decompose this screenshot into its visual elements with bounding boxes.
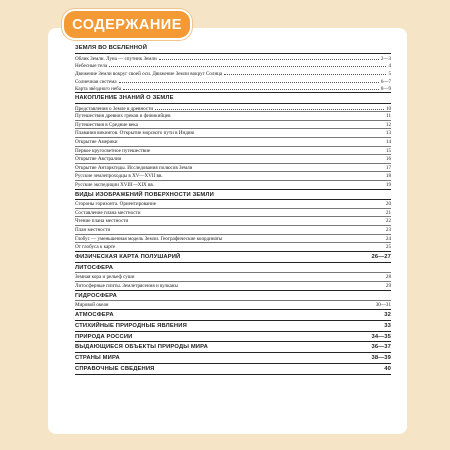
toc-entry-label: Земная кора и рельеф суши [75,274,135,281]
toc-page-number: 5 [388,70,391,77]
toc-entry[interactable] [75,226,391,235]
toc-page-number: 33 [384,322,391,329]
toc-page-number: 40 [384,366,391,373]
toc-section-heading[interactable] [75,253,391,263]
toc-entry-label: Открытие Америки [75,138,118,145]
toc-page-number: 16 [385,156,391,163]
toc-leader-dots [115,264,389,269]
toc-page-number: 20 [385,201,391,208]
toc-entry-label: Составление плана местности [75,209,141,216]
toc-entry[interactable] [75,273,391,282]
toc-entry-label: ЗЕМЛЯ ВО ВСЕЛЕННОЙ [75,45,148,51]
toc-leader-dots [123,84,379,90]
toc-leader-dots [172,112,384,117]
toc-page-number: 15 [385,147,391,154]
toc-entry[interactable] [75,84,391,93]
toc-page-number: 36—37 [371,344,391,351]
toc-page-number: 12 [385,121,391,128]
toc-entry[interactable] [75,61,391,69]
toc-leader-dots [123,155,384,160]
toc-page-number: 32 [384,312,391,319]
toc-leader-dots [130,217,384,222]
toc-section-heading[interactable] [75,94,391,104]
toc-entry-label: ВЫДАЮЩИЕСЯ ОБЪЕКТЫ ПРИРОДЫ МИРА [75,344,208,351]
toc-page-number: 10 [385,105,391,112]
toc-page-number: 4 [388,63,391,70]
contents-title-banner [62,9,192,40]
toc-leader-dots [189,322,382,327]
toc-entry[interactable] [75,121,391,130]
toc-entry-label: ПРИРОДА РОССИИ [75,333,133,340]
toc-leader-dots [180,282,384,287]
toc-leader-dots [117,243,384,248]
toc-entry[interactable] [75,235,391,244]
table-of-contents [75,44,391,375]
toc-entry[interactable] [75,129,391,138]
toc-leader-dots [119,138,383,143]
toc-entry[interactable] [75,69,391,77]
toc-leader-dots [224,69,386,75]
toc-entry[interactable] [75,147,391,156]
toc-entry[interactable] [75,181,391,190]
toc-leader-dots [109,61,386,67]
toc-entry-label: Открытие Австралии [75,156,122,163]
toc-entry-label: Облик Земли. Луна — спутник Земли [75,55,157,62]
toc-entry-label: Солнечная система [75,78,117,85]
toc-leader-dots [156,365,382,370]
toc-leader-dots [143,209,384,214]
toc-entry[interactable] [75,217,391,226]
toc-entry-label: Литосферные плиты. Землетрясения и вулканы [75,283,178,290]
toc-section-heading[interactable] [75,343,391,353]
toc-entry[interactable] [75,77,391,85]
toc-entry[interactable] [75,112,391,121]
toc-entry[interactable] [75,54,391,62]
toc-entry-label: СТРАНЫ МИРА [75,355,120,362]
toc-leader-dots [110,301,373,306]
toc-section-heading[interactable] [75,44,391,54]
toc-entry-label: Глобус — уменьшенная модель Земли. Географические координаты [75,235,223,242]
toc-page-number: 34—35 [371,333,391,340]
toc-entry[interactable] [75,155,391,164]
toc-entry[interactable] [75,243,391,252]
toc-page-number: 2—3 [380,55,391,62]
contents-title: СОДЕРЖАНИЕ [72,16,182,33]
toc-page-number: 6—7 [380,78,391,85]
toc-entry-label: ФИЗИЧЕСКАЯ КАРТА ПОЛУШАРИЙ [75,253,181,260]
toc-leader-dots [116,311,383,316]
toc-leader-dots [196,129,384,134]
toc-section-heading[interactable] [75,354,391,364]
toc-leader-dots [152,147,384,152]
toc-leader-dots [134,333,369,338]
toc-entry-label: Карта звёздного неба [75,86,121,93]
toc-entry-label: ВИДЫ ИЗОБРАЖЕНИЙ ПОВЕРХНОСТИ ЗЕМЛИ [75,191,214,198]
toc-section-heading[interactable] [75,264,391,274]
toc-entry[interactable] [75,282,391,291]
toc-leader-dots [182,253,369,258]
toc-leader-dots [194,164,384,169]
toc-page-number: 18 [385,173,391,180]
toc-page-number: 14 [385,138,391,145]
toc-leader-dots [176,94,389,99]
toc-entry-label: АТМОСФЕРА [75,312,114,319]
toc-leader-dots [112,226,384,231]
toc-entry[interactable] [75,104,391,113]
toc-page-number: 24 [385,235,391,242]
toc-entry-label: Представления о Земле в древности [75,105,154,112]
toc-section-heading[interactable] [75,311,391,321]
toc-leader-dots [216,191,389,196]
toc-page-number: 17 [385,164,391,171]
toc-leader-dots [210,343,370,348]
toc-entry-label: ГИДРОСФЕРА [75,292,117,299]
toc-entry[interactable] [75,200,391,209]
toc-page-number: 38—39 [371,355,391,362]
toc-entry-label: От глобуса к карте [75,244,116,251]
toc-entry-label: Мировой океан [75,302,109,309]
toc-page-number: 13 [385,130,391,137]
toc-entry-label: План местности [75,227,111,234]
toc-section-heading[interactable] [75,191,391,201]
toc-entry[interactable] [75,209,391,218]
toc-leader-dots [159,54,379,60]
toc-page-number: 26—27 [371,253,391,260]
toc-leader-dots [158,200,384,205]
toc-entry-label: Небесные тела [75,63,108,70]
toc-entry[interactable] [75,164,391,173]
toc-section-heading[interactable] [75,333,391,343]
toc-entry-label: Чтение плана местности [75,218,129,225]
toc-entry[interactable] [75,172,391,181]
toc-entry-label: Русские экспедиции XVIII—XIX вв. [75,181,155,188]
toc-page-number: 29 [385,283,391,290]
toc-entry-label: Стороны горизонта. Ориентирование [75,201,156,208]
toc-entry-label: Движение Земли вокруг своей оси. Движение Земли вокруг Солнца [75,70,223,77]
toc-leader-dots [119,292,389,297]
toc-entry-label: Открытие Антарктиды. Исследования полюсов Земли [75,164,193,171]
toc-leader-dots [149,44,389,49]
toc-section-heading[interactable] [75,322,391,332]
toc-entry-label: Плавания викингов. Открытие морского пути в Индию [75,130,195,137]
toc-entry-label: ЛИТОСФЕРА [75,264,114,271]
toc-entry[interactable] [75,301,391,310]
toc-entry[interactable] [75,138,391,147]
toc-page-number: 11 [386,113,391,120]
toc-leader-dots [140,121,384,126]
toc-entry-label: СТИХИЙНЫЕ ПРИРОДНЫЕ ЯВЛЕНИЯ [75,322,187,329]
toc-entry-label: Русские землепроходцы в XV—XVII вв. [75,173,163,180]
toc-leader-dots [122,354,370,359]
toc-section-heading[interactable] [75,365,391,375]
toc-entry-label: Путешествия древних греков и финикийцев [75,113,171,120]
toc-page-number: 28 [385,274,391,281]
toc-entry-label: Первое кругосветное путешествие [75,147,151,154]
toc-leader-dots [136,273,383,278]
toc-entry-label: НАКОПЛЕНИЕ ЗНАНИЙ О ЗЕМЛЕ [75,94,174,101]
toc-page-number: 23 [385,227,391,234]
toc-page-number: 22 [385,218,391,225]
toc-leader-dots [165,172,384,177]
toc-leader-dots [119,77,379,83]
toc-page-number: 8—9 [380,86,391,93]
toc-section-heading[interactable] [75,292,391,302]
toc-leader-dots [224,235,384,240]
toc-leader-dots [155,104,384,110]
toc-page-number: 25 [385,244,391,251]
toc-entry-label: Путешествия в Средние века [75,121,138,128]
toc-page-number: 21 [385,209,391,216]
toc-leader-dots [156,181,384,186]
toc-entry-label: СПРАВОЧНЫЕ СВЕДЕНИЯ [75,366,155,373]
toc-page-number: 19 [385,181,391,188]
toc-page-number: 30—31 [375,302,391,309]
